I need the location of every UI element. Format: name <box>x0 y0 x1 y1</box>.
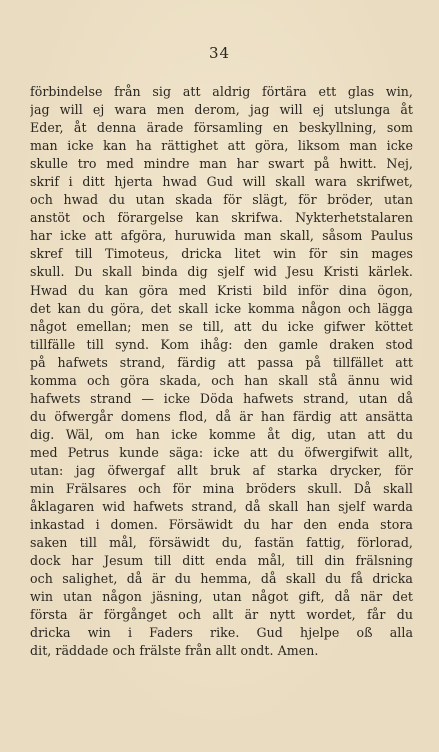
text-line: dit, räddade och frälste från allt ondt. Amen. <box>30 643 319 659</box>
text-line: skref till Timoteus, dricka litet win för sin mages <box>30 246 413 262</box>
text-line: dricka win i Faders rike. Gud hjelpe oß alla <box>30 625 413 641</box>
text-line: inkastad i domen. Försäwidt du har den enda stora <box>30 517 413 533</box>
text-line: skulle tro med mindre man har swart på hwitt. Nej, <box>30 156 413 172</box>
text-line: dig. Wäl, om han icke komme åt dig, utan att du <box>30 426 413 442</box>
text-line: med Petrus kunde säga: icke att du öfwergifwit allt, <box>30 444 413 460</box>
text-line: skull. Du skall binda dig sjelf wid Jesu Kristi kärlek. <box>30 264 413 280</box>
text-line: skrif i ditt hjerta hwad Gud will skall wara skrifwet, <box>30 174 413 190</box>
text-line: något emellan; men se till, att du icke gifwer köttet <box>30 318 413 334</box>
text-line: och hwad du utan skada för slägt, för bröder, utan <box>30 192 413 208</box>
text-line: har icke att afgöra, huruwida man skall, såsom Paulus <box>30 228 413 244</box>
body-text <box>30 83 413 661</box>
text-line: anstöt och förargelse kan skrifwa. Nykterhetstalaren <box>30 210 413 226</box>
text-line: dock har Jesum till ditt enda mål, till din frälsning <box>30 553 413 569</box>
text-line: Hwad du kan göra med Kristi bild inför dina ögon, <box>30 282 413 298</box>
page-number: 34 <box>208 44 231 62</box>
text-line: jag will ej wara men derom, jag will ej utslunga åt <box>30 102 413 118</box>
text-line: win utan någon jäsning, utan något gift, då när det <box>30 589 413 605</box>
text-line: förbindelse från sig att aldrig förtära ett glas win, <box>30 84 413 99</box>
text-line: man icke kan ha rättighet att göra, liksom man icke <box>30 138 413 154</box>
text-line: Eder, åt denna ärade församling en beskyllning, som <box>30 120 413 136</box>
text-line: utan: jag öfwergaf allt bruk af starka drycker, för <box>30 462 413 478</box>
text-line: på hafwets strand, färdig att passa på tillfället att <box>30 354 413 370</box>
text-line: saken till mål, försäwidt du, fastän fattig, förlorad, <box>30 535 413 551</box>
text-line: tillfälle till synd. Kom ihåg: den gamle draken stod <box>30 336 413 352</box>
text-line: det kan du göra, det skall icke komma någon och lägga <box>30 300 413 316</box>
text-line: åklagaren wid hafwets strand, då skall han sjelf warda <box>30 499 413 515</box>
text-line: första är förgånget och allt är nytt wordet, får du <box>30 607 413 623</box>
text-line: och salighet, då är du hemma, då skall du få dricka <box>30 571 413 587</box>
text-line: hafwets strand — icke Döda hafwets strand, utan då <box>30 390 413 406</box>
text-line: du öfwergår domens flod, då är han färdig att ansätta <box>30 408 413 424</box>
text-line: komma och göra skada, och han skall stå ännu wid <box>30 372 413 388</box>
text-line: min Frälsares och för mina bröders skull. Då skall <box>30 481 413 497</box>
